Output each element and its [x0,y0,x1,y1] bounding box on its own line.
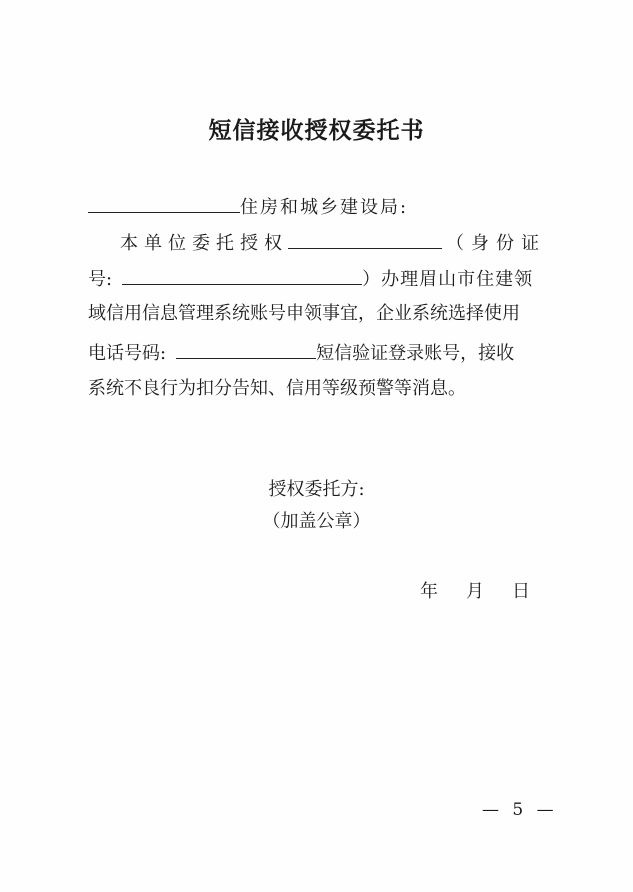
para-line2-suffix: ）办理眉山市住建领 [362,269,534,290]
phone-number-blank[interactable] [176,340,316,359]
id-number-blank[interactable] [122,266,362,285]
addressee-line [88,194,408,220]
paragraph-line-4 [88,340,514,366]
para-line1-suffix: （身份证 [446,233,546,254]
para-line1-prefix: 本单位委托授权 [120,233,288,254]
date-year: 年 [420,581,438,602]
bureau-name-blank[interactable] [88,194,240,213]
paragraph-line-2 [88,266,533,292]
paragraph-line-1 [120,230,546,256]
paragraph-line-5: 系统不良行为扣分告知、信用等级预警等消息。 [88,378,466,399]
date-day: 日 [512,581,530,602]
paragraph-line-3: 域信用信息管理系统账号申领事宜，企业系统选择使用 [88,303,520,324]
para-line2-prefix: 号: [88,269,113,290]
date-month: 月 [466,581,484,602]
seal-note: （加盖公章） [262,511,371,532]
page-number: — 5 — [482,800,558,820]
document-title: 短信接收授权委托书 [208,117,425,144]
para-line4-suffix: 短信验证登录账号，接收 [316,343,515,364]
agent-name-blank[interactable] [288,230,442,249]
para-line4-prefix: 电话号码: [88,343,167,364]
date-line [420,580,530,604]
addressee-suffix: 住房和城乡建设局: [240,197,409,218]
signature-label: 授权委托方: [268,479,365,500]
